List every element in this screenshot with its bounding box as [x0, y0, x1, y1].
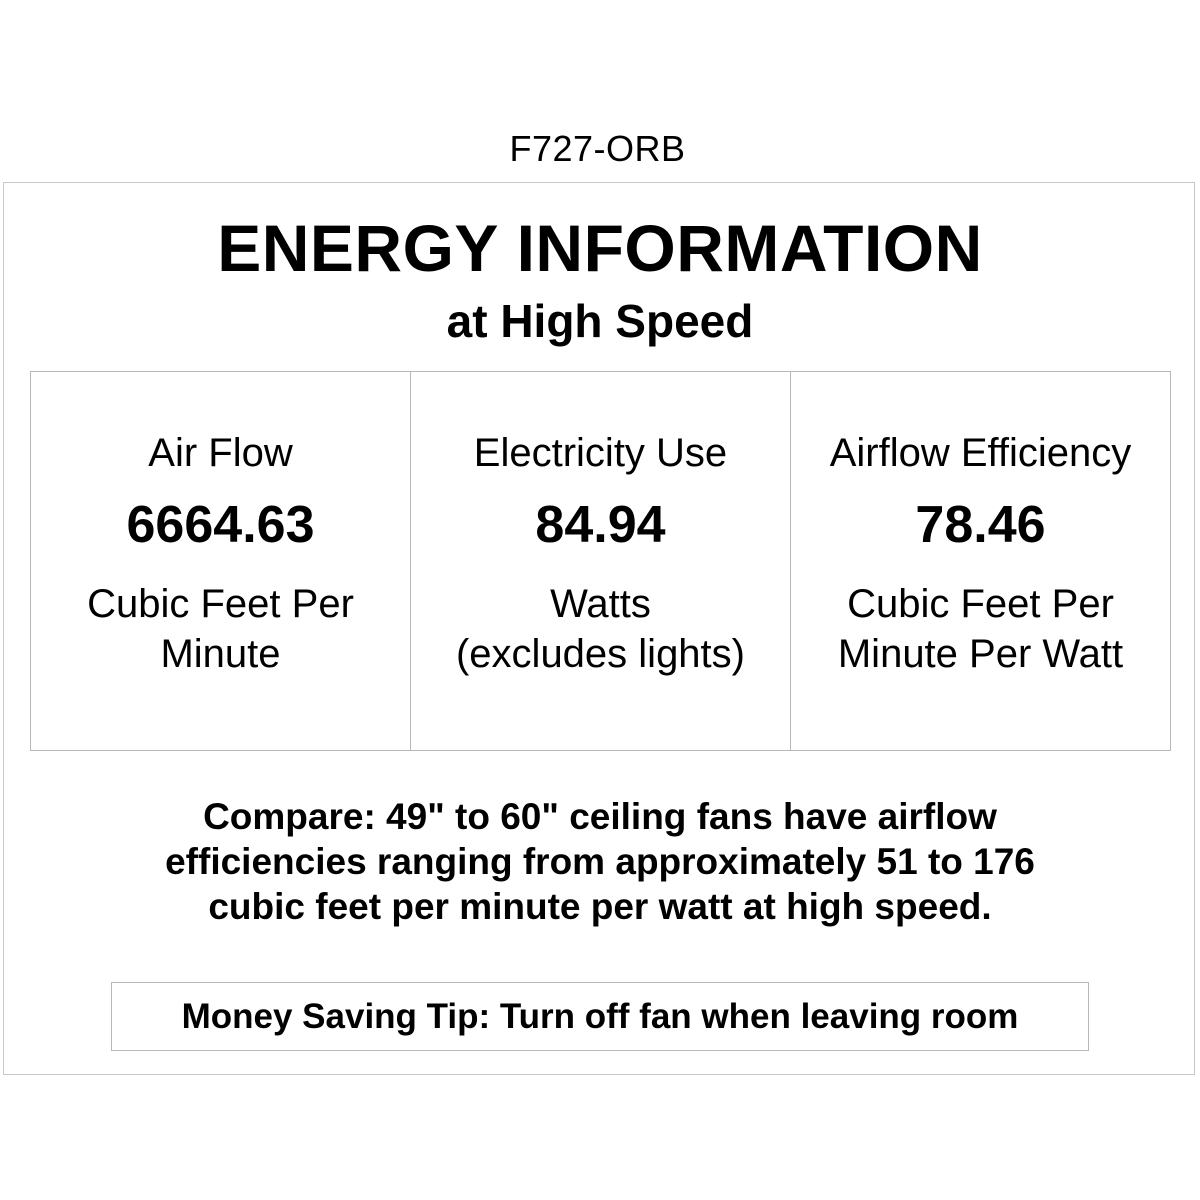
- metric-value: 6664.63: [126, 496, 315, 554]
- metric-value: 84.94: [535, 496, 666, 554]
- model-number: F727-ORB: [509, 128, 686, 169]
- label-title: ENERGY INFORMATION: [217, 211, 983, 285]
- money-saving-tip: Money Saving Tip: Turn off fan when leaving room: [181, 996, 1019, 1036]
- metric-value: 78.46: [915, 496, 1046, 554]
- metrics-table: [30, 371, 1171, 751]
- metric-label: Airflow Efficiency: [829, 431, 1132, 475]
- metric-label: Air Flow: [148, 431, 293, 475]
- metric-unit-line: Minute Per Watt: [837, 632, 1124, 676]
- metric-unit: [411, 579, 790, 679]
- label-subtitle: at High Speed: [446, 295, 754, 347]
- metric-unit-line: Minute: [160, 632, 281, 676]
- metric-unit: [31, 579, 410, 679]
- metric-unit-line: Cubic Feet Per: [847, 582, 1114, 626]
- comparison-statement: [0, 794, 1200, 929]
- metric-unit-line: Watts: [550, 582, 651, 626]
- money-saving-tip-box: [111, 982, 1089, 1051]
- metric-electricity-use: [410, 372, 790, 750]
- metric-label: Electricity Use: [473, 431, 728, 475]
- comparison-line: efficiencies ranging from approximately 51 to 176: [165, 841, 1035, 882]
- comparison-line: cubic feet per minute per watt at high speed.: [208, 886, 992, 927]
- metric-unit-line: Cubic Feet Per: [87, 582, 354, 626]
- metric-air-flow: [31, 372, 410, 750]
- metric-airflow-efficiency: [790, 372, 1170, 750]
- metric-unit: [791, 579, 1170, 679]
- metric-unit-line: (excludes lights): [455, 632, 745, 676]
- comparison-line: Compare: 49" to 60" ceiling fans have airflow: [203, 796, 997, 837]
